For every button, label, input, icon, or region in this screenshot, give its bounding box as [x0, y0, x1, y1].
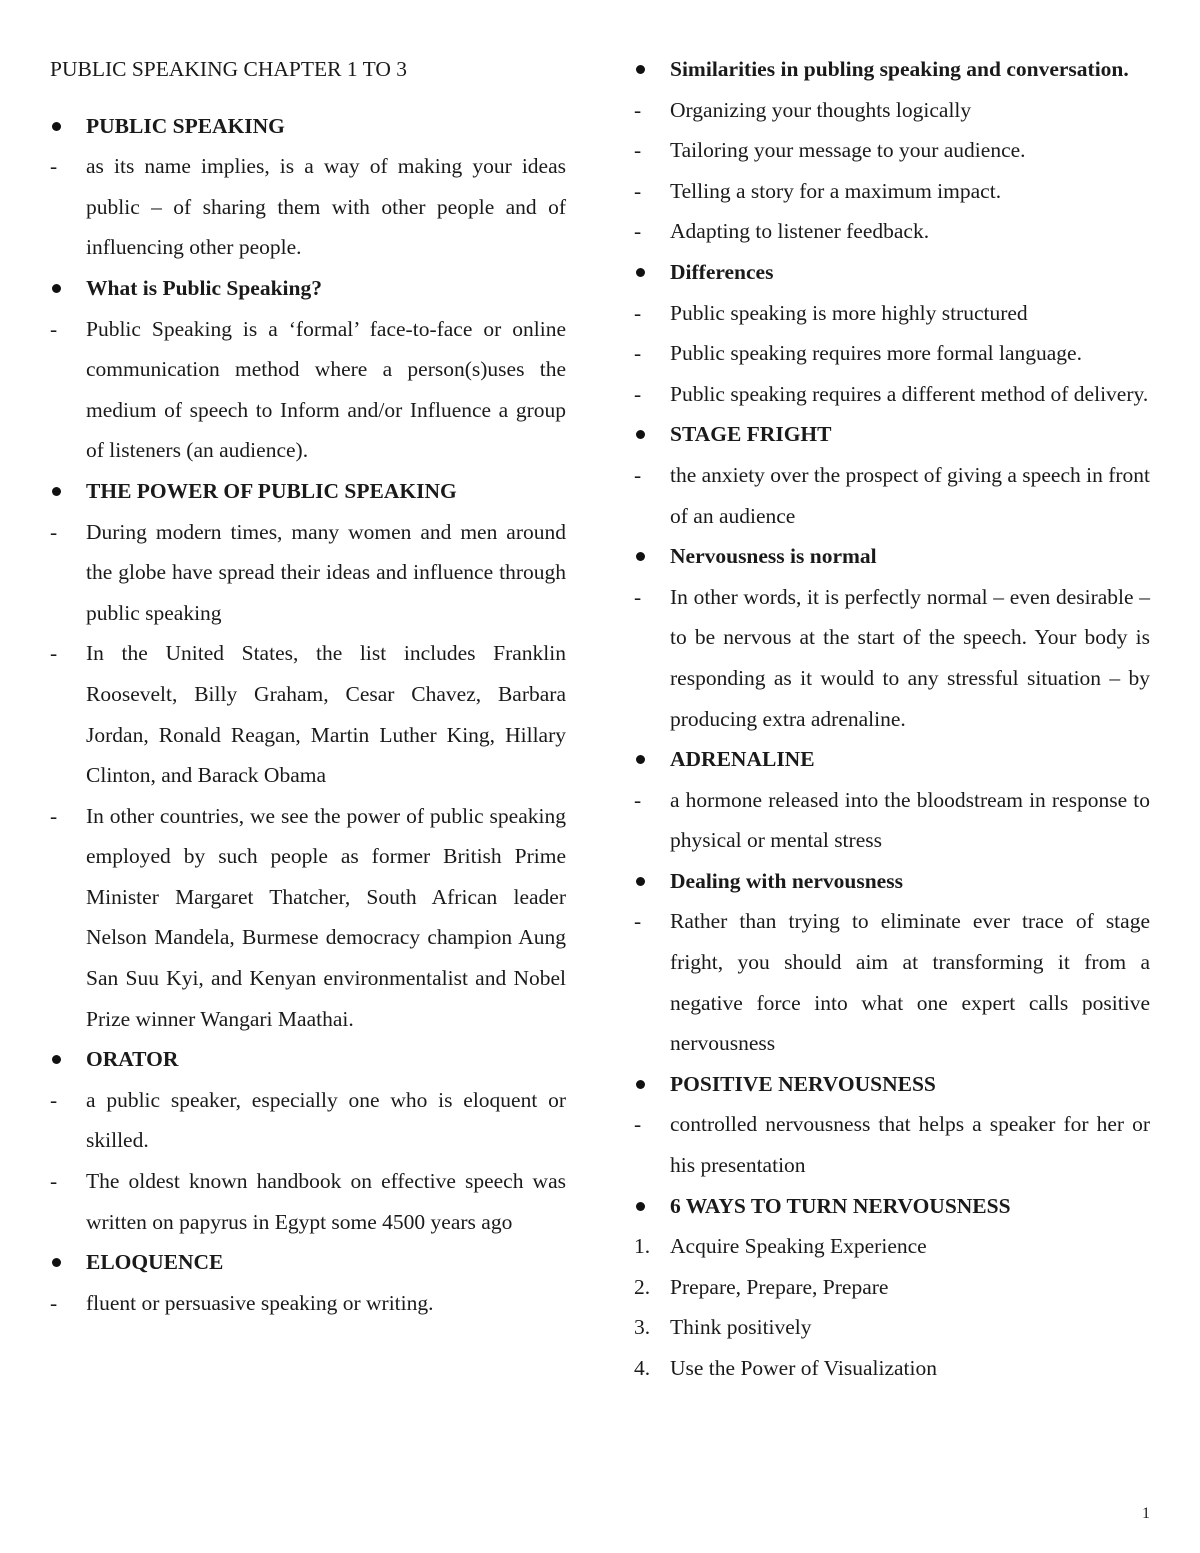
dash-item	[634, 577, 1150, 739]
item-text: During modern times, many women and men around the globe have spread their ideas and influence through public speaking	[86, 519, 566, 625]
item-text: Public speaking requires a different method of delivery.	[670, 381, 1149, 406]
item-text: fluent or persuasive speaking or writing.	[86, 1290, 434, 1315]
dash-item	[634, 455, 1150, 536]
item-text: Acquire Speaking Experience	[670, 1234, 927, 1259]
number-marker: 1.	[634, 1234, 651, 1259]
section-heading	[50, 106, 566, 147]
item-text: as its name implies, is a way of making your ideas public – of sharing them with other people and of influencing other people.	[86, 154, 566, 260]
item-text: In other words, it is perfectly normal – even desirable – to be nervous at the start of the speech. Your body is responding as it would to any stressful situation – by producing extra adrenaline.	[670, 584, 1150, 731]
item-text: Adapting to listener feedback.	[670, 219, 930, 244]
item-text: Rather than trying to eliminate ever trace of stage fright, you should aim at transforming it from a negative force into what one expert calls positive nervousness	[670, 909, 1150, 1056]
dash-item	[50, 796, 566, 1040]
dash-item	[634, 211, 1150, 252]
item-text: Organizing your thoughts logically	[670, 97, 972, 122]
dash-item	[634, 901, 1150, 1063]
number-marker: 2.	[634, 1274, 651, 1299]
item-text: The oldest known handbook on effective speech was written on papyrus in Egypt some 4500 years ago	[86, 1169, 566, 1234]
item-text: a hormone released into the bloodstream in response to physical or mental stress	[670, 787, 1150, 853]
item-text: Dealing with nervousness	[670, 868, 903, 893]
section-heading	[634, 861, 1150, 902]
item-text: PUBLIC SPEAKING	[86, 113, 285, 138]
section-heading	[50, 268, 566, 309]
right-column	[634, 49, 1150, 1389]
item-text: ELOQUENCE	[86, 1250, 224, 1275]
section-heading	[634, 1186, 1150, 1227]
item-text: STAGE FRIGHT	[670, 422, 832, 447]
section-heading	[634, 252, 1150, 293]
item-text: Nervousness is normal	[670, 544, 877, 569]
item-text: Prepare, Prepare, Prepare	[670, 1274, 889, 1299]
item-text: Differences	[670, 259, 774, 284]
item-text: Public speaking is more highly structured	[670, 300, 1028, 325]
item-text: Use the Power of Visualization	[670, 1356, 938, 1380]
section-heading	[634, 536, 1150, 577]
dash-item	[634, 1104, 1150, 1185]
item-text: What is Public Speaking?	[86, 275, 322, 300]
item-text: Public Speaking is a ‘formal’ face-to-face or online communication method where a person(s)uses the medium of speech to Inform and/or Influence a group of listeners (an audience).	[86, 316, 566, 463]
dash-item	[50, 1080, 566, 1161]
dash-item	[50, 633, 566, 795]
dash-item	[50, 146, 566, 268]
item-text: THE POWER OF PUBLIC SPEAKING	[86, 478, 457, 503]
item-text: ORATOR	[86, 1047, 179, 1072]
section-heading	[634, 414, 1150, 455]
dash-item	[634, 293, 1150, 334]
dash-item	[50, 1161, 566, 1242]
dash-item	[50, 512, 566, 634]
item-text: ADRENALINE	[670, 747, 815, 772]
dash-item	[634, 780, 1150, 861]
page-number: 1	[1142, 1505, 1150, 1522]
item-text: Similarities in publing speaking and conversation.	[670, 57, 1129, 81]
document-title: PUBLIC SPEAKING CHAPTER 1 TO 3	[50, 57, 407, 81]
numbered-item	[634, 1267, 1150, 1308]
dash-item	[50, 1283, 566, 1324]
item-text: Public speaking requires more formal language.	[670, 341, 1082, 366]
left-column	[50, 49, 566, 1323]
numbered-item	[634, 1348, 1150, 1389]
dash-item	[50, 309, 566, 471]
numbered-item	[634, 1307, 1150, 1348]
section-heading	[50, 1039, 566, 1080]
item-text: the anxiety over the prospect of giving a speech in front of an audience	[670, 462, 1151, 528]
dash-item	[634, 333, 1150, 374]
item-text: Think positively	[670, 1315, 812, 1340]
dash-item	[634, 171, 1150, 212]
item-text: Telling a story for a maximum impact.	[670, 178, 1002, 203]
item-text: In other countries, we see the power of public speaking employed by such people as former British Prime Minister Margaret Thatcher, South African leader Nelson Mandela, Burmese democracy champion Aung San Suu Kyi, and Kenyan environmentalist and Nobel Prize winner Wangari Maathai.	[86, 803, 566, 1031]
section-heading	[50, 1242, 566, 1283]
section-heading	[50, 471, 566, 512]
section-heading	[634, 49, 1150, 90]
item-text: Tailoring your message to your audience.	[670, 138, 1026, 163]
item-text: 6 WAYS TO TURN NERVOUSNESS	[670, 1193, 1011, 1218]
item-text: a public speaker, especially one who is eloquent or skilled.	[86, 1087, 566, 1153]
item-text: controlled nervousness that helps a speaker for her or his presentation	[670, 1112, 1150, 1178]
section-heading	[634, 739, 1150, 780]
dash-item	[634, 90, 1150, 131]
item-text: POSITIVE NERVOUSNESS	[670, 1071, 936, 1096]
dash-item	[634, 130, 1150, 171]
numbered-item	[634, 1226, 1150, 1267]
dash-item	[634, 374, 1150, 415]
item-text: In the United States, the list includes Franklin Roosevelt, Billy Graham, Cesar Chavez, Barbara Jordan, Ronald Reagan, Martin Luther King, Hillary Clinton, and Barack Obama	[86, 641, 566, 788]
section-heading	[634, 1064, 1150, 1105]
number-marker: 3.	[634, 1315, 651, 1340]
number-marker: 4.	[634, 1356, 651, 1380]
